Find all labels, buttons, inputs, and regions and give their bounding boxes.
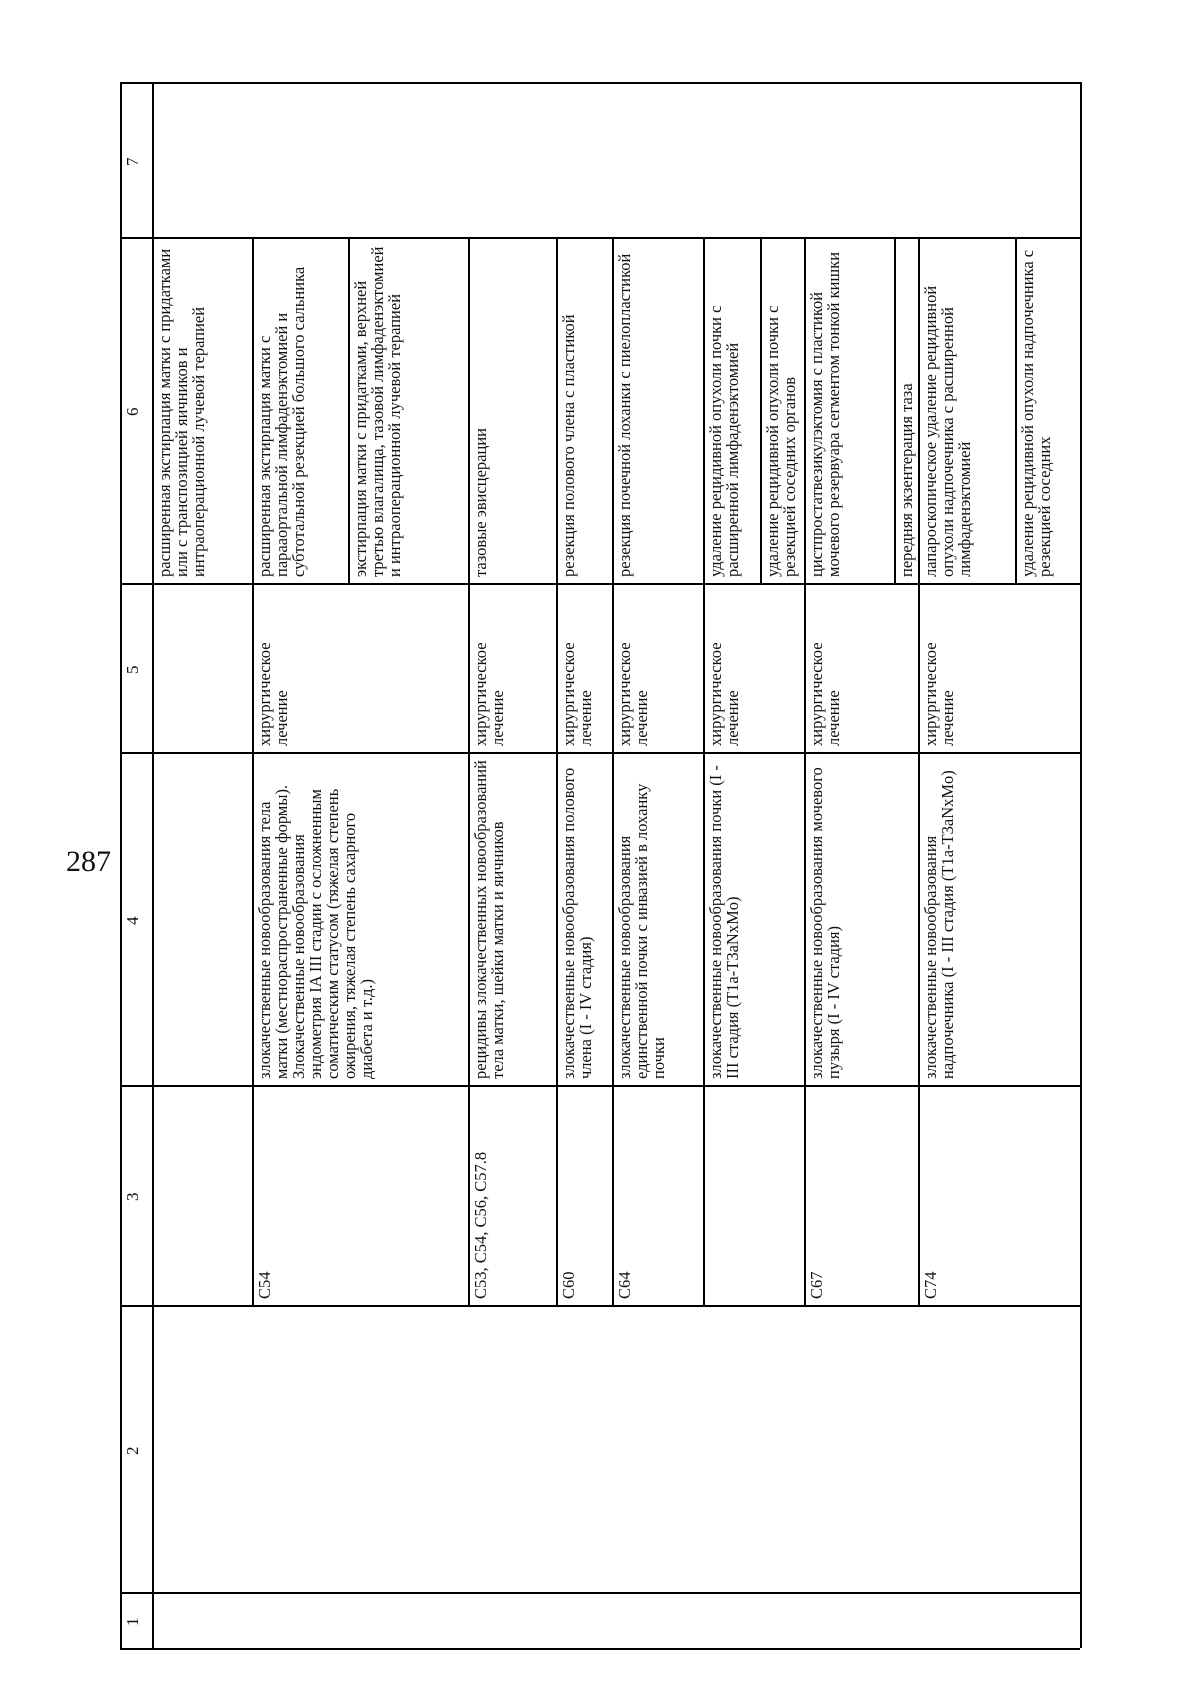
column-rule — [120, 752, 1080, 754]
table-border-bottom — [1080, 82, 1082, 1648]
treatment-cell: хирургическое лечение — [255, 642, 291, 746]
diagnosis-cell: злокачественные новообразования мочевого пузыря (I - IV стадия) — [807, 767, 843, 1079]
method-cell: резекция почечной лоханки с пиелопластикой — [615, 253, 634, 577]
row-rule — [556, 237, 558, 1305]
row-rule — [612, 237, 614, 1305]
column-header-6: 6 — [123, 407, 142, 416]
table-border-right — [120, 82, 1080, 84]
column-rule — [120, 1305, 1080, 1307]
column-header-1: 1 — [123, 1617, 142, 1626]
treatment-cell: хирургическое лечение — [559, 642, 595, 746]
method-cell: резекция полового члена с пластикой — [559, 314, 578, 577]
code-cell: C54 — [255, 1271, 274, 1299]
method-cell: удаление рецидивной опухоли почки с расширенной лимфаденэктомией — [706, 305, 742, 577]
method-cell: цистпростатвезикулэктомия с пластикой мочевого резервуара сегментом тонкой кишки — [807, 251, 843, 577]
treatment-cell: хирургическое лечение — [807, 642, 843, 746]
diagnosis-cell: злокачественные новообразования почки (I - III стадия (T1a-T3aNxMo) — [706, 765, 742, 1079]
column-rule — [120, 583, 1080, 585]
column-header-7: 7 — [123, 157, 142, 166]
row-rule — [703, 237, 705, 1305]
method-rule — [760, 237, 762, 583]
column-header-2: 2 — [123, 1446, 142, 1455]
column-header-5: 5 — [123, 665, 142, 674]
method-rule — [348, 237, 350, 583]
method-cell: экстирпация матки с придатками, верхней третью влагалища, тазовой лимфаденэктомией и интраоперационной лучевой терапией — [351, 246, 404, 577]
column-rule — [120, 1085, 1080, 1087]
method-cell: расширенная экстирпация матки с придатками или с транспозицией яичников и интраоперационной лучевой терапией — [155, 248, 208, 577]
code-cell: C60 — [559, 1271, 578, 1299]
method-cell: удаление рецидивной опухоли надпочечника с резекцией соседних — [1018, 249, 1054, 577]
method-cell: тазовые эвисцерации — [471, 428, 490, 577]
header-separator — [152, 82, 154, 1648]
treatment-cell: хирургическое лечение — [615, 642, 651, 746]
method-cell: расширенная экстирпация матки с парааортальной лимфаденэктомией и субтотальной резекцией большого сальника — [255, 266, 308, 577]
treatment-cell: хирургическое лечение — [706, 642, 742, 746]
row-rule — [252, 237, 254, 1305]
diagnosis-cell: злокачественные новообразования единственной почки с инвазией в лоханку почки — [615, 783, 668, 1079]
row-rule — [918, 237, 920, 1305]
treatment-cell: хирургическое лечение — [921, 642, 957, 746]
diagnosis-cell: злокачественные новообразования надпочечника (I - III стадия (T1a-T3aNxMo) — [921, 770, 957, 1079]
row-rule — [804, 237, 806, 1305]
column-rule — [120, 237, 1080, 239]
method-cell: удаление рецидивной опухоли почки с резекцией соседних органов — [763, 305, 799, 577]
code-cell: C64 — [615, 1271, 634, 1299]
diagnosis-cell: рецидивы злокачественных новообразований тела матки, шейки матки и яичников — [471, 760, 507, 1079]
code-cell: C67 — [807, 1271, 826, 1299]
column-rule — [120, 1592, 1080, 1594]
method-cell: лапароскопическое удаление рецидивной опухоли надпочечника с расширенной лимфаденэктомией — [921, 285, 974, 577]
row-rule — [468, 237, 470, 1305]
table-border-top — [120, 82, 122, 1648]
column-header-3: 3 — [123, 1192, 142, 1201]
diagnosis-cell: злокачественные новообразования тела матки (местнораспространенные формы). Злокачественные новообразования эндометрия IA III стадии с осложненным соматическим статусом (тяжелая степень ожирения, тяжелая степень сахарного диабета и т.д.) — [255, 784, 376, 1079]
page-number: 287 — [66, 845, 111, 878]
diagnosis-cell: злокачественные новообразования полового члена (I - IV стадия) — [559, 767, 595, 1079]
code-cell: C53, C54, C56, C57.8 — [471, 1151, 490, 1299]
table-border-left — [120, 1648, 1080, 1650]
treatment-cell: хирургическое лечение — [471, 642, 507, 746]
method-cell: передняя экзентерация таза — [897, 383, 916, 577]
code-cell: C74 — [921, 1271, 940, 1299]
method-rule — [1015, 237, 1017, 583]
column-header-4: 4 — [123, 916, 142, 925]
method-rule — [894, 237, 896, 583]
